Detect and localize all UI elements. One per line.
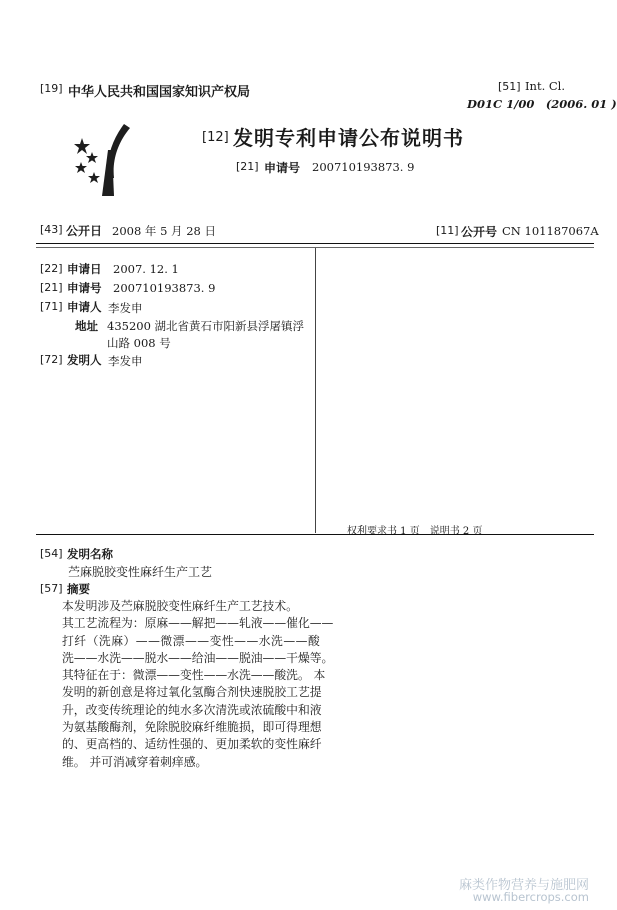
app-no-code: [21] bbox=[236, 160, 259, 173]
filing-date: 2007. 12. 1 bbox=[113, 262, 179, 276]
int-cl-label: Int. Cl. bbox=[525, 79, 566, 93]
title-label: 发明名称 bbox=[67, 547, 113, 561]
doc-type-title: 发明专利申请公布说明书 bbox=[233, 126, 464, 150]
appno-code: [21] bbox=[40, 281, 63, 294]
abstract-line: 本发明涉及苎麻脱胶变性麻纤生产工艺技术。 bbox=[62, 599, 298, 613]
abstract-line: 发明的新创意是将过氧化氢酶合剂快速脱胶工艺提 bbox=[62, 685, 322, 700]
applicant-code: [71] bbox=[40, 300, 63, 313]
abstract-line: 升，改变传统理论的纯水多次清洗或浓硫酸中和液 bbox=[62, 702, 322, 717]
abstract-body bbox=[62, 598, 334, 771]
abstract-label: 摘要 bbox=[67, 582, 90, 596]
applicant-value: 李发申 bbox=[108, 301, 143, 315]
app-no-value: 200710193873. 9 bbox=[312, 160, 415, 174]
pub-date-value: 2008 年 5 月 28 日 bbox=[112, 224, 216, 238]
appno-label: 申请号 bbox=[67, 281, 102, 295]
top-divider bbox=[36, 243, 594, 244]
doc-type-code: [12] bbox=[202, 130, 229, 145]
inventor-value: 李发申 bbox=[108, 354, 143, 368]
pub-no-label: 公开号 bbox=[461, 225, 498, 239]
pages-note: 权利要求书 1 页 说明书 2 页 bbox=[347, 526, 483, 537]
pub-no-value: CN 101187067A bbox=[502, 224, 599, 238]
column-divider bbox=[315, 248, 316, 533]
watermark-line1: 麻类作物营养与施肥网 bbox=[458, 878, 589, 893]
applicant-label: 申请人 bbox=[67, 300, 102, 314]
filing-label: 申请日 bbox=[67, 262, 102, 276]
app-no-label: 申请号 bbox=[264, 161, 301, 175]
abstract-line: 其工艺流程为：原麻——解把——轧液——催化—— bbox=[62, 616, 334, 631]
appno-value: 200710193873. 9 bbox=[113, 281, 216, 295]
abstract-code: [57] bbox=[40, 582, 63, 595]
abstract-line: 的、更高档的、适纺性强的、更加柔软的变性麻纤 bbox=[62, 737, 322, 752]
cnipa-emblem-logo bbox=[72, 120, 132, 200]
address-label: 地址 bbox=[75, 319, 98, 333]
invention-title: 苎麻脱胶变性麻纤生产工艺 bbox=[68, 565, 213, 579]
watermark-line2: www.fibercrops.com bbox=[472, 890, 589, 904]
middle-divider bbox=[36, 534, 594, 535]
abstract-line: 维。 并可消减穿着刺痒感。 bbox=[62, 754, 208, 769]
abstract-line: 洗——水洗——脱水——给油——脱油——干燥等。 bbox=[62, 650, 334, 665]
int-cl-code: [51] bbox=[498, 80, 521, 93]
pub-no-code: [11] bbox=[436, 224, 459, 237]
pub-date-code: [43] bbox=[40, 223, 63, 236]
abstract-line: 其特征在于：微漂——变性——水洗——酸洗。 本 bbox=[62, 668, 326, 683]
office-code: [19] bbox=[40, 82, 63, 95]
int-cl-value: D01C 1/00 (2006. 01 ) bbox=[467, 97, 617, 111]
title-code: [54] bbox=[40, 547, 63, 560]
office-name: 中华人民共和国国家知识产权局 bbox=[68, 85, 251, 100]
filing-code: [22] bbox=[40, 262, 63, 275]
pub-date-label: 公开日 bbox=[66, 224, 103, 238]
address-line2: 山路 008 号 bbox=[107, 336, 171, 350]
abstract-line: 打纤（洗麻）——微漂——变性——水洗——酸 bbox=[62, 633, 321, 648]
address-line1: 435200 湖北省黄石市阳新县浮屠镇浮 bbox=[107, 319, 305, 333]
abstract-line: 为氨基酸酶剂，免除脱胶麻纤维脆损，即可得理想 bbox=[62, 720, 322, 735]
inventor-label: 发明人 bbox=[67, 353, 102, 367]
inventor-code: [72] bbox=[40, 353, 63, 366]
